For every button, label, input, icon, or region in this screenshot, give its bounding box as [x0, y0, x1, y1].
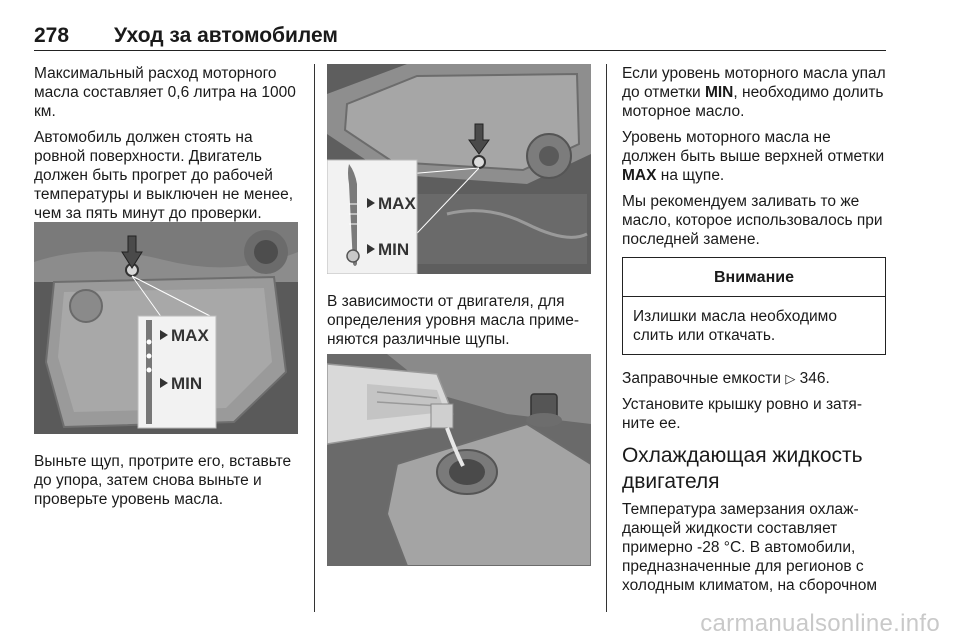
- preparation-paragraph: Автомобиль должен стоять на ровной поверхности. Двигатель должен быть прогрет до рабочей температуры и выключен не менее, чем за пять минут до проверки.: [34, 129, 294, 222]
- engine-dipstick-figure-2: [327, 64, 591, 274]
- coolant-paragraph: Температура замерзания охлаждающей жидкости составляет примерно -28 °C. В автомобили, предназначенные для регионов с холодным климатом, на сборочном: [622, 501, 878, 594]
- section-title: Уход за автомобилем: [114, 24, 338, 47]
- max-level-paragraph: Уровень моторного масла не должен быть выше верхней отметки MAX на щупе.: [622, 129, 885, 184]
- header-divider: [34, 50, 886, 51]
- min-level-paragraph: Если уровень моторного масла упал до отметки MIN, необходимо долить моторное масло.: [622, 65, 886, 120]
- engine-dipstick-figure-1: [34, 222, 298, 434]
- caution-title: Внимание: [623, 258, 885, 297]
- cap-instruction-paragraph: Установите крышку ровно и затяните ее.: [622, 396, 862, 432]
- coolant-heading: Охлаждающая жидкость двигателя: [622, 444, 863, 493]
- max-consumption-paragraph: Максимальный расход моторного масла составляет 0,6 литра на 1000 км.: [34, 65, 296, 120]
- dipstick-instruction-paragraph: Выньте щуп, протрите его, вставьте до упора, затем снова выньте и проверьте уровень масла.: [34, 453, 292, 508]
- capacities-reference-paragraph: Заправочные емкости ▷ 346.: [622, 370, 830, 387]
- page-reference-icon: ▷: [785, 371, 796, 386]
- column-1: [34, 64, 302, 230]
- column-2-text: [327, 292, 595, 356]
- page-reference-link[interactable]: 346.: [799, 370, 830, 387]
- oil-filling-figure: [327, 354, 591, 566]
- figure2-max-label: MAX: [378, 194, 416, 213]
- caution-body: Излишки масла необходимо слить или откачать.: [633, 308, 837, 344]
- column-divider-right: [606, 64, 607, 612]
- column-1-bottom: [34, 452, 302, 516]
- figure1-min-label: MIN: [171, 374, 203, 393]
- page-number: 278: [34, 24, 70, 47]
- column-3: [622, 64, 886, 602]
- page-header: [34, 24, 886, 50]
- watermark: carmanualsonline.info: [700, 610, 940, 637]
- figure2-min-label: MIN: [378, 240, 410, 259]
- dipstick-variants-paragraph: В зависимости от двигателя, для определения уровня масла применяются различные щупы.: [327, 293, 580, 348]
- min-mark: MIN: [704, 84, 734, 101]
- figure1-max-label: MAX: [171, 326, 209, 345]
- max-mark: MAX: [622, 167, 657, 184]
- column-divider-left: [314, 64, 315, 612]
- caution-box: [622, 257, 886, 355]
- oil-recommendation-paragraph: Мы рекомендуем заливать то же масло, которое использовалось при последней замене.: [622, 193, 883, 248]
